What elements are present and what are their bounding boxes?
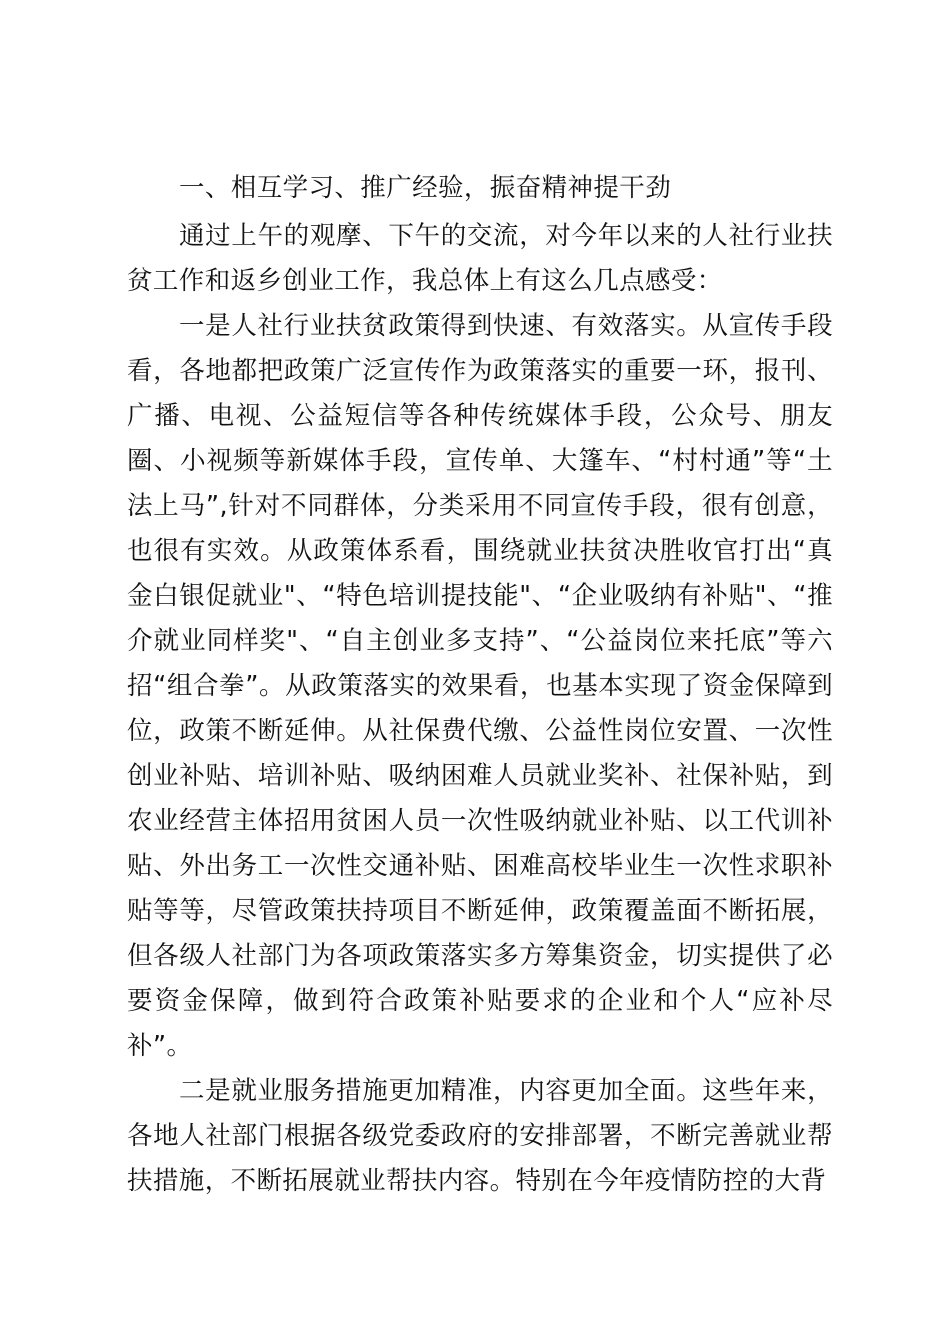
- paragraph-intro: 通过上午的观摩、下午的交流，对今年以来的人社行业扶贫工作和返乡创业工作，我总体上有这么几点感受：: [127, 221, 833, 296]
- document-body: [127, 166, 833, 1204]
- paragraph-policy-implementation: 一是人社行业扶贫政策得到快速、有效落实。从宣传手段看，各地都把政策广泛宣传作为政策落实的重要一环，报刊、广播、电视、公益短信等各种传统媒体手段，公众号、朋友圈、小视频等新媒体手段，宣传单、大篷车、“村村通”等“土法上马”,针对不同群体，分类采用不同宣传手段，很有创意，也很有实效。从政策体系看，围绕就业扶贫决胜收官打出“真金白银促就业"、“特色培训提技能"、“企业吸纳有补贴"、“推介就业同样奖"、“自主创业多支持”、“公益岗位来托底”等六招“组合拳”。从政策落实的效果看，也基本实现了资金保障到位，政策不断延伸。从社保费代缴、公益性岗位安置、一次性创业补贴、培训补贴、吸纳困难人员就业奖补、社保补贴，到农业经营主体招用贫困人员一次性吸纳就业补贴、以工代训补贴、外出务工一次性交通补贴、困难高校毕业生一次性求职补贴等等，尽管政策扶持项目不断延伸，政策覆盖面不断拓展，但各级人社部门为各项政策落实多方筹集资金，切实提供了必要资金保障，做到符合政策补贴要求的企业和个人“应补尽补”。: [127, 311, 833, 1061]
- paragraph-employment-services: 二是就业服务措施更加精准，内容更加全面。这些年来，各地人社部门根据各级党委政府的安排部署，不断完善就业帮扶措施，不断拓展就业帮扶内容。特别在今年疫情防控的大背: [127, 1076, 833, 1196]
- section-heading: 一、相互学习、推广经验，振奋精神提干劲: [179, 173, 672, 203]
